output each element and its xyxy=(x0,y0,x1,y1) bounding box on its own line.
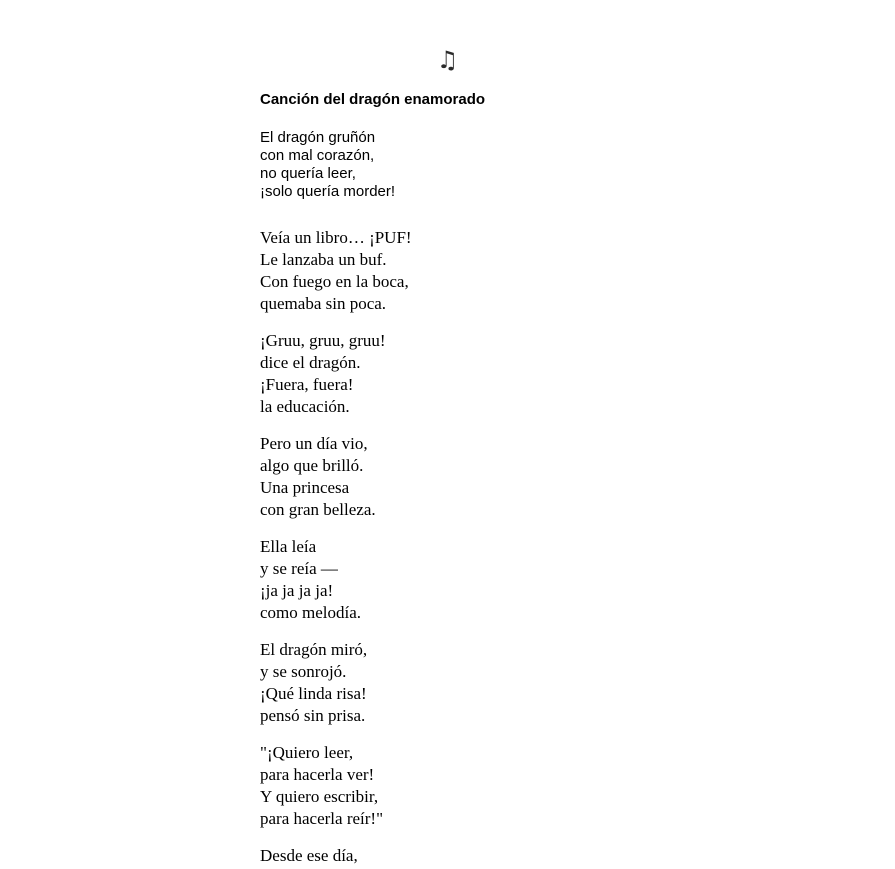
poem-line: dice el dragón. xyxy=(260,353,361,372)
poem-line: y se reía — xyxy=(260,559,338,578)
music-note-icon: ♫ xyxy=(436,46,459,74)
stanza xyxy=(260,536,635,624)
poem-line: Y quiero escribir, xyxy=(260,787,379,806)
stanza xyxy=(260,639,635,727)
poem-line: algo que brilló. xyxy=(260,456,364,475)
poem-line: Veía un libro… ¡PUF! xyxy=(260,228,412,247)
poem-line: y se sonrojó. xyxy=(260,662,347,681)
stanza xyxy=(260,330,635,418)
poem-line: con mal corazón, xyxy=(260,147,375,164)
poem-line: con gran belleza. xyxy=(260,500,376,519)
poem-line: ¡Fuera, fuera! xyxy=(260,375,354,394)
stanza xyxy=(260,227,635,315)
poem-line: Pero un día vio, xyxy=(260,434,368,453)
poem-line: El dragón miró, xyxy=(260,640,368,659)
poem-line: Desde ese día, xyxy=(260,846,358,865)
poem-line: Ella leía xyxy=(260,537,317,556)
poem-line: Una princesa xyxy=(260,478,350,497)
poem-line: como melodía. xyxy=(260,603,362,622)
poem-line: "¡Quiero leer, xyxy=(260,743,354,762)
poem-line: Le lanzaba un buf. xyxy=(260,250,387,269)
stanza xyxy=(260,433,635,521)
poem xyxy=(260,129,635,867)
stanza xyxy=(260,742,635,830)
poem-line: Con fuego en la boca, xyxy=(260,272,409,291)
poem-line: ¡Qué linda risa! xyxy=(260,684,367,703)
stanza xyxy=(260,129,635,201)
poem-line: ¡solo quería morder! xyxy=(260,183,396,200)
poem-title: Canción del dragón enamorado xyxy=(260,91,486,108)
poem-line: quemaba sin poca. xyxy=(260,294,387,313)
poem-line: no quería leer, xyxy=(260,165,356,182)
poem-line: para hacerla ver! xyxy=(260,765,375,784)
poem-line: pensó sin prisa. xyxy=(260,706,366,725)
poem-line: ¡Gruu, gruu, gruu! xyxy=(260,331,386,350)
poem-line: El dragón gruñón xyxy=(260,129,376,146)
stanza xyxy=(260,845,635,867)
poem-line: la educación. xyxy=(260,397,350,416)
poem-line: para hacerla reír!" xyxy=(260,809,384,828)
poem-line: ¡ja ja ja ja! xyxy=(260,581,334,600)
